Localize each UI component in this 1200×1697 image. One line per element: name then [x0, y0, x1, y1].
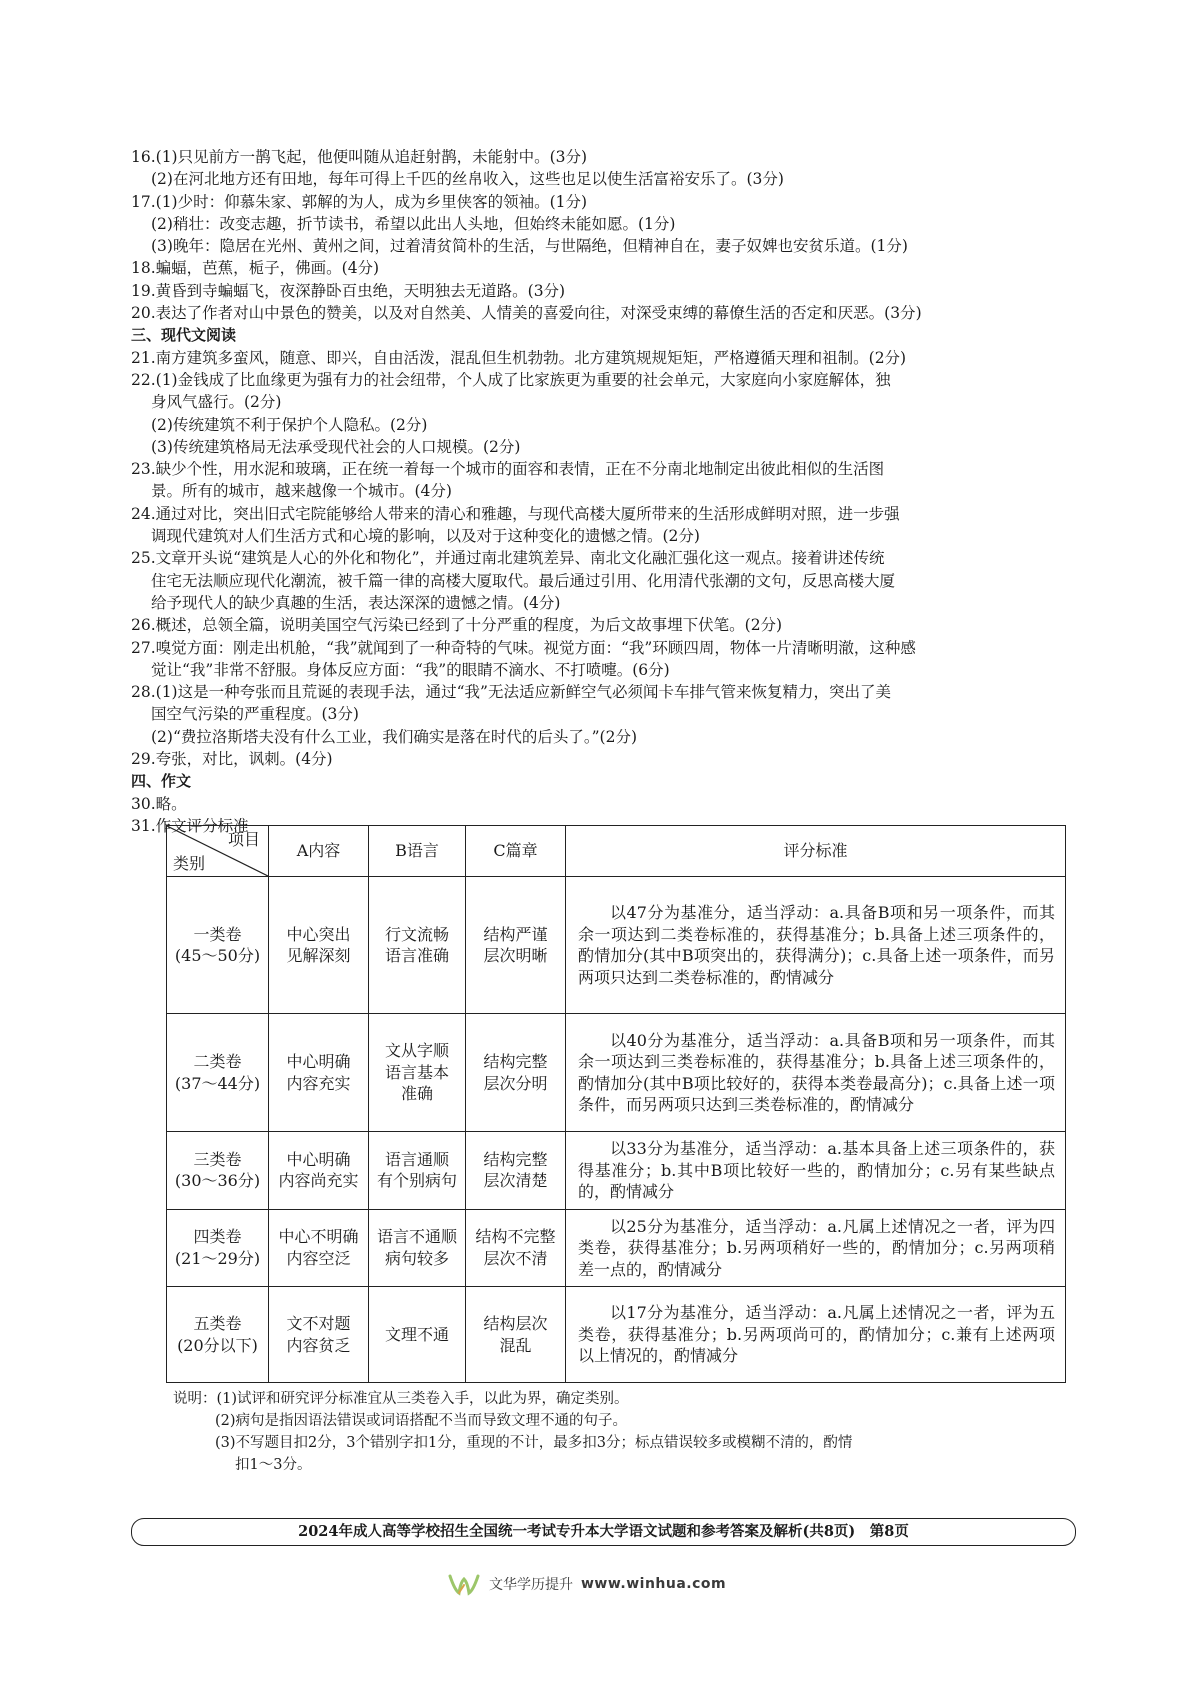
watermark — [447, 1571, 726, 1597]
language-criterion: 准确 — [400, 1084, 433, 1104]
structure-criterion: 结构完整 — [483, 1149, 548, 1169]
winhua-logo-icon — [447, 1571, 481, 1597]
table-header-row — [167, 826, 1066, 877]
scoring-standard: 以47分为基准分，适当浮动：a.具备B项和另一项条件，而其余一项达到二类卷标准的，获得基准分；b.具备上述三项条件的，酌情加分(其中B项突出的，获得满分)；c.具备上述一项条件，而另两项只达到二类卷标准的，酌情减分 — [566, 877, 1066, 1014]
answer-line: 住宅无法顺应现代化潮流，被千篇一律的高楼大厦取代。最后通过引用、化用清代张潮的文句，反思高楼大厦 — [151, 571, 896, 590]
scoring-standard: 以25分为基准分，适当浮动：a.凡属上述情况之一者，评为四类卷，获得基准分；b.另两项稍好一些的，酌情加分；c.另两项稍差一点的，酌情减分 — [566, 1209, 1066, 1287]
content-criterion: 中心明确 — [286, 1149, 351, 1169]
header-content: A内容 — [269, 826, 369, 877]
answer-line: 27.嗅觉方面：刚走出机舱，“我”就闻到了一种奇特的气味。视觉方面：“我”环顾四周，物体一片清晰明澈，这种感 — [131, 638, 916, 657]
table-row — [167, 1287, 1066, 1383]
language-criterion: 文理不通 — [384, 1324, 449, 1344]
answer-line: 25.文章开头说“建筑是人心的外化和物化”，并通过南北建筑差异、南北文化融汇强化这一观点。接着讲述传统 — [131, 549, 885, 568]
category-name: 五类卷 — [193, 1314, 242, 1333]
structure-criterion: 层次明晰 — [483, 946, 548, 965]
structure-criterion: 层次不清 — [483, 1248, 548, 1268]
answer-line: 21.南方建筑多蛮风，随意、即兴，自由活泼，混乱但生机勃勃。北方建筑规规矩矩，严格遵循天理和祖制。(2分) — [131, 348, 907, 367]
answer-line: 16.(1)只见前方一鹊飞起，他便叫随从追赶射鹊，未能射中。(3分) — [131, 148, 588, 166]
answer-line: (3)传统建筑格局无法承受现代社会的人口规模。(2分) — [151, 437, 521, 456]
scoring-standard: 以40分为基准分，适当浮动：a.具备B项和另一项条件，而其余一项达到三类卷标准的，获得基准分；b.具备上述三项条件的，酌情加分(其中B项比较好的，获得本类卷最高分)；c.具备上述一项条件，而另两项只达到三类卷标准的，酌情减分 — [566, 1014, 1066, 1132]
answer-line: 给予现代人的缺少真趣的生活，表达深深的遗憾之情。(4分) — [151, 593, 561, 612]
structure-criterion: 混乱 — [499, 1335, 532, 1355]
category-name: 二类卷 — [193, 1052, 242, 1071]
structure-criterion: 层次分明 — [483, 1073, 548, 1093]
content-criterion: 文不对题 — [286, 1314, 351, 1333]
answer-line: 身风气盛行。(2分) — [151, 393, 282, 412]
answer-line: 26.概述，总领全篇，说明美国空气污染已经到了十分严重的程度，为后文故事埋下伏笔。(2分) — [131, 616, 783, 635]
note-line: (3)不写题目扣2分，3个错别字扣1分，重现的不计，最多扣3分；标点错误较多或模糊不清的，酌情 — [215, 1435, 853, 1451]
language-criterion: 语言不通顺 — [376, 1227, 457, 1247]
category-name: 三类卷 — [193, 1149, 242, 1169]
content-criterion: 内容充实 — [286, 1073, 351, 1093]
answer-line: 30.略。 — [131, 794, 187, 813]
note-line: 说明：(1)试评和研究评分标准宜从三类卷入手，以此为界，确定类别。 — [173, 1391, 629, 1407]
section-heading-essay: 四、作文 — [131, 772, 192, 791]
table-row — [167, 1014, 1066, 1132]
page-footer: 2024年成人高等学校招生全国统一考试专升本大学语文试题和参考答案及解析(共8页) 第8页 — [131, 1518, 1076, 1546]
content-criterion: 见解深刻 — [286, 946, 351, 965]
content-criterion: 中心突出 — [286, 924, 351, 944]
content-criterion: 中心不明确 — [278, 1227, 359, 1247]
header-standard: 评分标准 — [566, 826, 1066, 877]
structure-criterion: 结构层次 — [483, 1314, 548, 1333]
corner-header-cell — [167, 826, 269, 877]
content-criterion: 中心明确 — [286, 1052, 351, 1071]
answer-line: 20.表达了作者对山中景色的赞美，以及对自然美、人情美的喜爱向往，对深受束缚的幕僚生活的否定和厌恶。(3分) — [131, 304, 922, 323]
corner-item-label: 项目 — [227, 830, 260, 849]
essay-grading-table — [166, 825, 1066, 1383]
structure-criterion: 结构严谨 — [483, 924, 548, 944]
score-range: (37～44分) — [174, 1073, 261, 1093]
answer-line: 19.黄昏到寺蝙蝠飞，夜深静卧百虫绝，天明独去无道路。(3分) — [131, 281, 566, 300]
answer-line: (2)稍壮：改变志趣，折节读书，希望以此出人头地，但始终未能如愿。(1分) — [151, 214, 676, 233]
score-range: (20分以下) — [177, 1335, 258, 1355]
grading-notes — [173, 1388, 1073, 1476]
answer-line: 觉让“我”非常不舒服。身体反应方面：“我”的眼睛不滴水、不打喷嚏。(6分) — [151, 660, 670, 679]
answer-line: 28.(1)这是一种夸张而且荒诞的表现手法，通过“我”无法适应新鲜空气必须闻卡车排气管来恢复精力，突出了美 — [131, 683, 891, 702]
answer-line: (2)“费拉洛斯塔夫没有什么工业，我们确实是落在时代的后头了。”(2分) — [151, 727, 638, 746]
note-line: 扣1～3分。 — [235, 1457, 312, 1473]
answer-line: 29.夸张，对比，讽刺。(4分) — [131, 750, 333, 769]
table-caption: 31.作文评分标准 — [131, 816, 249, 835]
score-range: (45～50分) — [174, 946, 261, 965]
header-language: B语言 — [369, 826, 466, 877]
answer-line: 18.蝙蝠，芭蕉，栀子，佛画。(4分) — [131, 259, 380, 278]
scoring-standard: 以33分为基准分，适当浮动：a.基本具备上述三项条件的，获得基准分；b.其中B项比较好一些的，酌情加分；c.另有某些缺点的，酌情减分 — [566, 1132, 1066, 1210]
content-criterion: 内容尚充实 — [278, 1171, 359, 1191]
answer-line: (2)传统建筑不利于保护个人隐私。(2分) — [151, 415, 428, 434]
category-name: 四类卷 — [193, 1227, 242, 1247]
answer-content — [131, 146, 1081, 837]
language-criterion: 语言准确 — [384, 946, 449, 965]
language-criterion: 有个别病句 — [376, 1171, 457, 1191]
section-heading-modern-reading: 三、现代文阅读 — [131, 326, 237, 345]
content-criterion: 内容贫乏 — [286, 1335, 351, 1355]
table-row — [167, 877, 1066, 1014]
language-criterion: 病句较多 — [384, 1248, 449, 1268]
answer-line: 24.通过对比，突出旧式宅院能够给人带来的清心和雅趣，与现代高楼大厦所带来的生活形成鲜明对照，进一步强 — [131, 504, 900, 523]
note-line: (2)病句是指因语法错误或词语搭配不当而导致文理不通的句子。 — [215, 1413, 628, 1429]
language-criterion: 行文流畅 — [384, 924, 449, 944]
answer-line: 景。所有的城市，越来越像一个城市。(4分) — [151, 482, 452, 501]
answer-line: 17.(1)少时：仰慕朱家、郭解的为人，成为乡里侠客的领袖。(1分) — [131, 192, 588, 211]
answer-line: (3)晚年：隐居在光州、黄州之间，过着清贫简朴的生活，与世隔绝，但精神自在，妻子奴婢也安贫乐道。(1分) — [151, 237, 908, 256]
structure-criterion: 结构不完整 — [475, 1227, 556, 1247]
corner-category-label: 类别 — [173, 853, 206, 873]
structure-criterion: 结构完整 — [483, 1052, 548, 1071]
table-row — [167, 1132, 1066, 1210]
score-range: (21～29分) — [174, 1248, 261, 1268]
scoring-standard: 以17分为基准分，适当浮动：a.凡属上述情况之一者，评为五类卷，获得基准分；b.另两项尚可的，酌情加分；c.兼有上述两项以上情况的，酌情减分 — [566, 1287, 1066, 1383]
table-row — [167, 1209, 1066, 1287]
header-structure: C篇章 — [466, 826, 566, 877]
watermark-site: www.winhua.com — [581, 1576, 727, 1592]
structure-criterion: 层次清楚 — [483, 1171, 548, 1191]
content-criterion: 内容空泛 — [286, 1248, 351, 1268]
language-criterion: 文从字顺 — [384, 1041, 449, 1061]
score-range: (30～36分) — [174, 1171, 261, 1191]
answer-line: 22.(1)金钱成了比血缘更为强有力的社会纽带，个人成了比家族更为重要的社会单元，大家庭向小家庭解体，独 — [131, 370, 891, 389]
answer-line: 国空气污染的严重程度。(3分) — [151, 705, 359, 724]
language-criterion: 语言基本 — [384, 1062, 449, 1082]
category-name: 一类卷 — [193, 924, 242, 944]
language-criterion: 语言通顺 — [384, 1149, 449, 1169]
answer-line: 调现代建筑对人们生活方式和心境的影响，以及对于这种变化的遗憾之情。(2分) — [151, 527, 700, 546]
watermark-brand: 文华学历提升 — [489, 1577, 573, 1593]
answer-line: (2)在河北地方还有田地，每年可得上千匹的丝帛收入，这些也足以使生活富裕安乐了。(3分) — [151, 170, 784, 189]
answer-line: 23.缺少个性，用水泥和玻璃，正在统一着每一个城市的面容和表情，正在不分南北地制定出彼此相似的生活图 — [131, 460, 885, 479]
